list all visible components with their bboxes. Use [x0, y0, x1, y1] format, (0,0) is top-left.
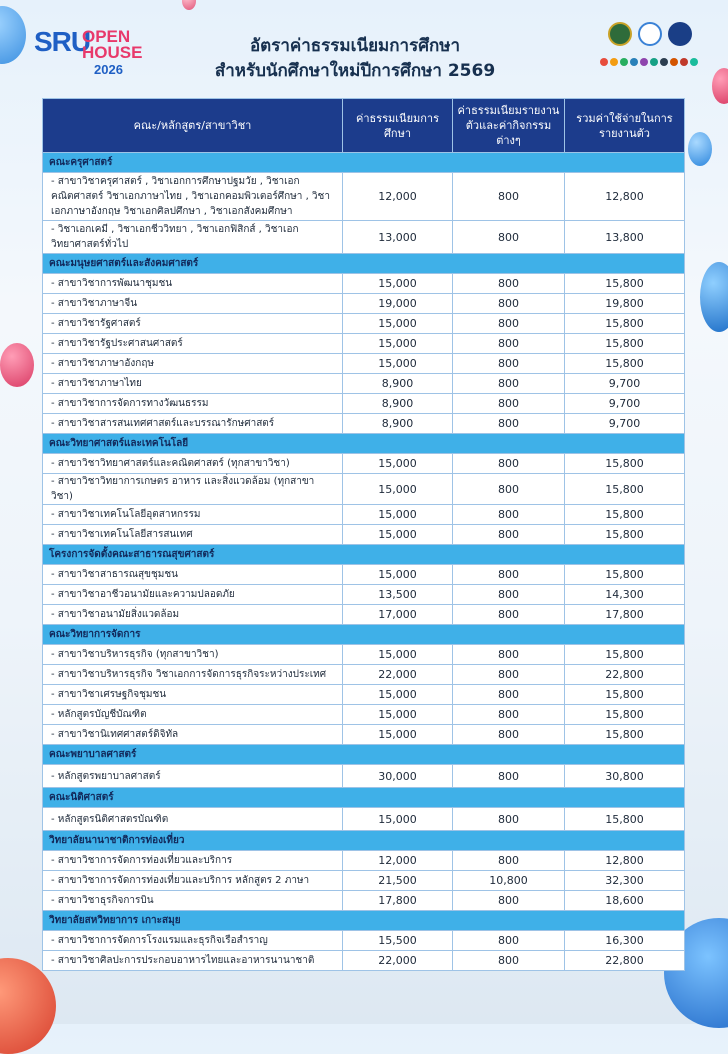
tuition-fee-cell: 15,000 [343, 334, 453, 354]
title-line-1: อัตราค่าธรรมเนียมการศึกษา [249, 36, 461, 56]
program-name-cell: - สาขาวิชาภาษาไทย [43, 374, 343, 394]
program-name-cell: - สาขาวิชาการจัดการทางวัฒนธรรม [43, 394, 343, 414]
activity-fee-cell: 800 [453, 705, 565, 725]
program-name-cell: - หลักสูตรพยาบาลศาสตร์ [43, 765, 343, 788]
section-header-row [43, 788, 685, 808]
tuition-fee-cell: 19,000 [343, 294, 453, 314]
program-name-cell: - สาขาวิชาสาธารณสุขชุมชน [43, 565, 343, 585]
activity-fee-cell: 800 [453, 891, 565, 911]
balloon-blue-decoration [0, 6, 26, 64]
section-name: คณะวิทยาการจัดการ [43, 625, 685, 645]
tuition-fee-cell: 15,000 [343, 808, 453, 831]
section-name: วิทยาลัยสหวิทยาการ เกาะสมุย [43, 911, 685, 931]
total-cost-cell: 32,300 [565, 871, 685, 891]
tuition-fee-cell: 15,000 [343, 505, 453, 525]
tuition-fee-cell: 17,800 [343, 891, 453, 911]
total-cost-cell: 15,800 [565, 645, 685, 665]
header-activity-fee: ค่าธรรมเนียมรายงานตัวและค่ากิจกรรมต่างๆ [453, 99, 565, 153]
faculty-logo-icon [640, 58, 648, 66]
activity-fee-cell: 800 [453, 765, 565, 788]
table-row [43, 951, 685, 971]
section-name: คณะวิทยาศาสตร์และเทคโนโลยี [43, 434, 685, 454]
table-row [43, 314, 685, 334]
activity-fee-cell: 800 [453, 454, 565, 474]
table-row [43, 505, 685, 525]
table-row [43, 605, 685, 625]
total-cost-cell: 14,300 [565, 585, 685, 605]
faculty-logo-icon [600, 58, 608, 66]
program-name-cell: - สาขาวิชาเศรษฐกิจชุมชน [43, 685, 343, 705]
activity-fee-cell: 800 [453, 221, 565, 254]
total-cost-cell: 15,800 [565, 725, 685, 745]
tuition-fee-cell: 15,000 [343, 454, 453, 474]
total-cost-cell: 15,800 [565, 808, 685, 831]
activity-fee-cell: 800 [453, 274, 565, 294]
activity-fee-cell: 800 [453, 334, 565, 354]
tuition-fee-cell: 22,000 [343, 665, 453, 685]
tuition-fee-cell: 8,900 [343, 374, 453, 394]
total-cost-cell: 15,800 [565, 334, 685, 354]
tuition-fee-cell: 15,000 [343, 274, 453, 294]
tuition-fee-cell: 13,500 [343, 585, 453, 605]
institution-badges [608, 22, 696, 46]
table-row [43, 871, 685, 891]
table-row [43, 354, 685, 374]
program-name-cell: - สาขาวิชาภาษาจีน [43, 294, 343, 314]
program-name-cell: - สาขาวิชาธุรกิจการบิน [43, 891, 343, 911]
section-header-row [43, 545, 685, 565]
activity-fee-cell: 800 [453, 173, 565, 221]
total-cost-cell: 16,300 [565, 931, 685, 951]
sru-open-house-logo: SRU OPEN HOUSE 2026 [34, 26, 143, 77]
section-header-row [43, 434, 685, 454]
program-name-cell: - สาขาวิชาภาษาอังกฤษ [43, 354, 343, 374]
total-cost-cell: 12,800 [565, 851, 685, 871]
tuition-fee-cell: 15,000 [343, 525, 453, 545]
section-header-row [43, 153, 685, 173]
balloon-blue-decoration [700, 262, 728, 332]
table-row [43, 685, 685, 705]
tuition-fee-cell: 15,000 [343, 314, 453, 334]
tuition-fee-cell: 8,900 [343, 414, 453, 434]
program-name-cell: - สาขาวิชาวิทยาการเกษตร อาหาร และสิ่งแวดล้อม (ทุกสาขาวิชา) [43, 474, 343, 505]
program-name-cell: - วิชาเอกเคมี , วิชาเอกชีววิทยา , วิชาเอกฟิสิกส์ , วิชาเอกวิทยาศาสตร์ทั่วไป [43, 221, 343, 254]
activity-fee-cell: 800 [453, 645, 565, 665]
header-total: รวมค่าใช้จ่ายในการรายงานตัว [565, 99, 685, 153]
program-name-cell: - หลักสูตรบัญชีบัณฑิต [43, 705, 343, 725]
program-name-cell: - สาขาวิชารัฐประศาสนศาสตร์ [43, 334, 343, 354]
program-name-cell: - สาขาวิชาการพัฒนาชุมชน [43, 274, 343, 294]
tuition-fee-cell: 30,000 [343, 765, 453, 788]
table-row [43, 294, 685, 314]
tuition-fee-cell: 12,000 [343, 851, 453, 871]
program-name-cell: - สาขาวิชาการจัดการท่องเที่ยวและบริการ [43, 851, 343, 871]
total-cost-cell: 19,800 [565, 294, 685, 314]
tuition-fee-cell: 15,500 [343, 931, 453, 951]
section-name: โครงการจัดตั้งคณะสาธารณสุขศาสตร์ [43, 545, 685, 565]
total-cost-cell: 12,800 [565, 173, 685, 221]
total-cost-cell: 15,800 [565, 705, 685, 725]
table-row [43, 851, 685, 871]
activity-fee-cell: 800 [453, 314, 565, 334]
table-row [43, 765, 685, 788]
balloon-pink-decoration [182, 0, 196, 10]
section-header-row [43, 625, 685, 645]
faculty-logo-icon [650, 58, 658, 66]
total-cost-cell: 9,700 [565, 394, 685, 414]
activity-fee-cell: 10,800 [453, 871, 565, 891]
faculty-logo-icon [660, 58, 668, 66]
program-name-cell: - สาขาวิชาเทคโนโลยีอุตสาหกรรม [43, 505, 343, 525]
total-cost-cell: 18,600 [565, 891, 685, 911]
table-row [43, 414, 685, 434]
table-row [43, 645, 685, 665]
program-name-cell: - สาขาวิชารัฐศาสตร์ [43, 314, 343, 334]
header-program: คณะ/หลักสูตร/สาขาวิชา [43, 99, 343, 153]
total-cost-cell: 15,800 [565, 565, 685, 585]
table-header-row [43, 99, 685, 153]
tuition-fee-cell: 15,000 [343, 685, 453, 705]
table-row [43, 725, 685, 745]
total-cost-cell: 15,800 [565, 505, 685, 525]
activity-fee-cell: 800 [453, 585, 565, 605]
table-row [43, 374, 685, 394]
tuition-fee-cell: 15,000 [343, 705, 453, 725]
tuition-fee-cell: 17,000 [343, 605, 453, 625]
activity-fee-cell: 800 [453, 294, 565, 314]
table-row [43, 891, 685, 911]
activity-fee-cell: 800 [453, 931, 565, 951]
faculty-logo-icon [690, 58, 698, 66]
table-body [43, 153, 685, 971]
program-name-cell: - สาขาวิชาการจัดการโรงแรมและธุรกิจเรือสำราญ [43, 931, 343, 951]
section-header-row [43, 831, 685, 851]
table-row [43, 334, 685, 354]
faculty-logo-icon [670, 58, 678, 66]
activity-fee-cell: 800 [453, 394, 565, 414]
activity-fee-cell: 800 [453, 851, 565, 871]
activity-fee-cell: 800 [453, 525, 565, 545]
section-name: คณะครุศาสตร์ [43, 153, 685, 173]
activity-fee-cell: 800 [453, 808, 565, 831]
program-name-cell: - สาขาวิชาอาชีวอนามัยและความปลอดภัย [43, 585, 343, 605]
table-row [43, 221, 685, 254]
table-row [43, 394, 685, 414]
tuition-fee-cell: 15,000 [343, 645, 453, 665]
faculty-logo-icon [620, 58, 628, 66]
anniversary-number-icon [668, 22, 692, 46]
total-cost-cell: 22,800 [565, 951, 685, 971]
university-seal-icon [608, 22, 632, 46]
activity-fee-cell: 800 [453, 951, 565, 971]
tuition-fee-cell: 15,000 [343, 565, 453, 585]
title-line-2: สำหรับนักศึกษาใหม่ปีการศึกษา 2569 [214, 61, 496, 81]
total-cost-cell: 9,700 [565, 414, 685, 434]
total-cost-cell: 15,800 [565, 685, 685, 705]
program-name-cell: - สาขาวิชาเทคโนโลยีสารสนเทศ [43, 525, 343, 545]
total-cost-cell: 30,800 [565, 765, 685, 788]
program-name-cell: - สาขาวิชาครุศาสตร์ , วิชาเอกการศึกษาปฐมวัย , วิชาเอกคณิตศาสตร์ วิชาเอกภาษาไทย , วิชาเอกคอมพิวเตอร์ศึกษา , วิชาเอกภาษาอังกฤษ วิชาเอกศิลปศึกษา , วิชาเอกสังคมศึกษา [43, 173, 343, 221]
program-name-cell: - สาขาวิชานิเทศศาสตร์ดิจิทัล [43, 725, 343, 745]
table-row [43, 274, 685, 294]
balloon-blue-decoration [688, 132, 712, 166]
total-cost-cell: 15,800 [565, 474, 685, 505]
program-name-cell: - สาขาวิชาศิลปะการประกอบอาหารไทยและอาหารนานาชาติ [43, 951, 343, 971]
table-row [43, 525, 685, 545]
table-row [43, 931, 685, 951]
table-row [43, 474, 685, 505]
faculty-logo-icon [630, 58, 638, 66]
total-cost-cell: 9,700 [565, 374, 685, 394]
program-name-cell: - สาขาวิชาวิทยาศาสตร์และคณิตศาสตร์ (ทุกสาขาวิชา) [43, 454, 343, 474]
tuition-fee-cell: 22,000 [343, 951, 453, 971]
tuition-fee-cell: 15,000 [343, 725, 453, 745]
table-row [43, 665, 685, 685]
total-cost-cell: 15,800 [565, 525, 685, 545]
table-row [43, 808, 685, 831]
activity-fee-cell: 800 [453, 565, 565, 585]
section-header-row [43, 254, 685, 274]
tuition-fee-cell: 12,000 [343, 173, 453, 221]
program-name-cell: - สาขาวิชาสารสนเทศศาสตร์และบรรณารักษศาสตร์ [43, 414, 343, 434]
balloon-pink-decoration [712, 68, 728, 104]
activity-fee-cell: 800 [453, 474, 565, 505]
activity-fee-cell: 800 [453, 414, 565, 434]
header-tuition-fee: ค่าธรรมเนียมการศึกษา [343, 99, 453, 153]
section-header-row [43, 745, 685, 765]
total-cost-cell: 15,800 [565, 314, 685, 334]
total-cost-cell: 15,800 [565, 354, 685, 374]
page-title [190, 34, 520, 84]
section-header-row [43, 911, 685, 931]
activity-fee-cell: 800 [453, 374, 565, 394]
section-name: คณะพยาบาลศาสตร์ [43, 745, 685, 765]
table-row [43, 705, 685, 725]
total-cost-cell: 15,800 [565, 274, 685, 294]
program-name-cell: - สาขาวิชาบริหารธุรกิจ (ทุกสาขาวิชา) [43, 645, 343, 665]
tuition-fee-cell: 15,000 [343, 474, 453, 505]
program-name-cell: - สาขาวิชาอนามัยสิ่งแวดล้อม [43, 605, 343, 625]
activity-fee-cell: 800 [453, 354, 565, 374]
activity-fee-cell: 800 [453, 605, 565, 625]
program-name-cell: - สาขาวิชาบริหารธุรกิจ วิชาเอกการจัดการธุรกิจระหว่างประเทศ [43, 665, 343, 685]
tuition-fee-cell: 15,000 [343, 354, 453, 374]
table-row [43, 454, 685, 474]
program-name-cell: - หลักสูตรนิติศาสตรบัณฑิต [43, 808, 343, 831]
section-name: คณะมนุษยศาสตร์และสังคมศาสตร์ [43, 254, 685, 274]
tuition-fee-cell: 13,000 [343, 221, 453, 254]
activity-fee-cell: 800 [453, 665, 565, 685]
anniversary-emblem-icon [638, 22, 662, 46]
activity-fee-cell: 800 [453, 505, 565, 525]
balloon-pink-decoration [0, 343, 34, 387]
activity-fee-cell: 800 [453, 685, 565, 705]
fee-table [42, 98, 685, 971]
faculty-logo-icon [680, 58, 688, 66]
total-cost-cell: 13,800 [565, 221, 685, 254]
section-name: คณะนิติศาสตร์ [43, 788, 685, 808]
table-row [43, 565, 685, 585]
activity-fee-cell: 800 [453, 725, 565, 745]
tuition-fee-cell: 21,500 [343, 871, 453, 891]
tuition-fee-cell: 8,900 [343, 394, 453, 414]
faculty-logos-strip [600, 58, 700, 68]
balloon-red-decoration [0, 958, 56, 1054]
total-cost-cell: 17,800 [565, 605, 685, 625]
section-name: วิทยาลัยนานาชาติการท่องเที่ยว [43, 831, 685, 851]
table-row [43, 173, 685, 221]
total-cost-cell: 15,800 [565, 454, 685, 474]
faculty-logo-icon [610, 58, 618, 66]
table-row [43, 585, 685, 605]
total-cost-cell: 22,800 [565, 665, 685, 685]
program-name-cell: - สาขาวิชาการจัดการท่องเที่ยวและบริการ หลักสูตร 2 ภาษา [43, 871, 343, 891]
